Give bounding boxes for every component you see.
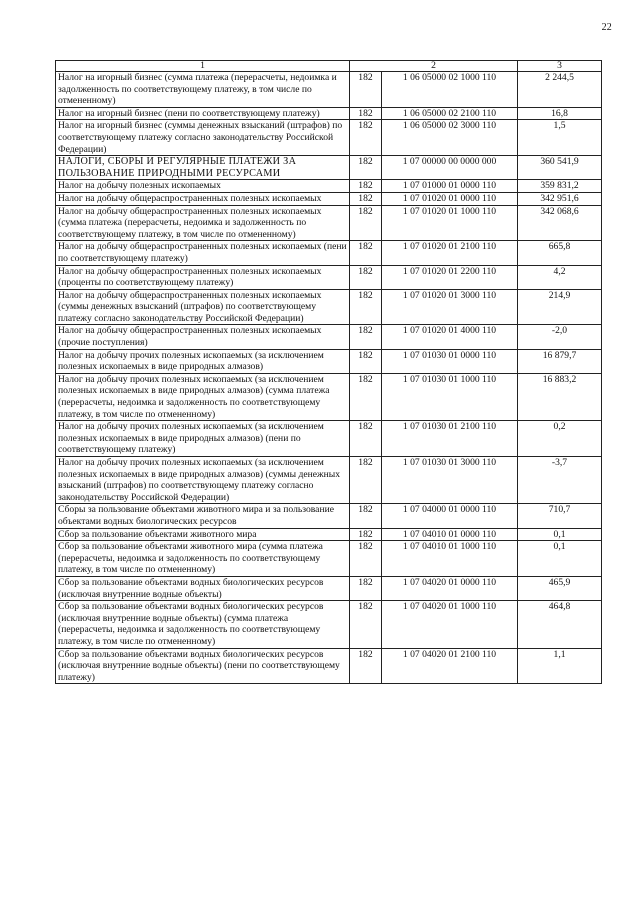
table-row xyxy=(56,601,602,648)
table-row xyxy=(56,648,602,684)
row-budget-code: 1 07 01020 01 2200 110 xyxy=(382,265,518,289)
header-col-name: 1 xyxy=(56,61,350,72)
row-amount: -2,0 xyxy=(518,325,602,349)
row-budget-code: 1 06 05000 02 1000 110 xyxy=(382,72,518,108)
row-admin-code: 182 xyxy=(350,325,382,349)
row-amount: 360 541,9 xyxy=(518,156,602,180)
row-admin-code: 182 xyxy=(350,457,382,504)
row-admin-code: 182 xyxy=(350,576,382,600)
row-admin-code: 182 xyxy=(350,180,382,193)
table-row xyxy=(56,265,602,289)
row-name: Налог на игорный бизнес (пени по соответствующему платежу) xyxy=(56,107,350,120)
row-amount: 4,2 xyxy=(518,265,602,289)
row-name: Налог на добычу прочих полезных ископаемых (за исключением полезных ископаемых в виде природных алмазов) xyxy=(56,349,350,373)
table-row xyxy=(56,156,602,180)
row-budget-code: 1 07 01030 01 3000 110 xyxy=(382,457,518,504)
table-row xyxy=(56,504,602,528)
row-name: Сбор за пользование объектами водных биологических ресурсов (исключая внутренние водные объекты) xyxy=(56,576,350,600)
row-admin-code: 182 xyxy=(350,528,382,541)
table-row xyxy=(56,289,602,325)
row-admin-code: 182 xyxy=(350,107,382,120)
row-admin-code: 182 xyxy=(350,504,382,528)
row-amount: 214,9 xyxy=(518,289,602,325)
table-row xyxy=(56,576,602,600)
row-budget-code: 1 07 04010 01 1000 110 xyxy=(382,541,518,577)
row-amount: 16 883,2 xyxy=(518,373,602,420)
row-admin-code: 182 xyxy=(350,601,382,648)
table-row xyxy=(56,349,602,373)
row-name: Налог на добычу прочих полезных ископаемых (за исключением полезных ископаемых в виде природных алмазов) (сумма платежа (перерасчеты, недоимка и задолженность по соответствующему платежу, в том числе по отмененному) xyxy=(56,373,350,420)
table-row xyxy=(56,421,602,457)
table-row xyxy=(56,541,602,577)
row-name: Налог на добычу прочих полезных ископаемых (за исключением полезных ископаемых в виде природных алмазов) (суммы денежных взысканий (штрафов) по соответствующему платежу согласно законодательству Российской Федерации) xyxy=(56,457,350,504)
row-budget-code: 1 06 05000 02 2100 110 xyxy=(382,107,518,120)
row-admin-code: 182 xyxy=(350,289,382,325)
row-admin-code: 182 xyxy=(350,648,382,684)
row-amount: 342 951,6 xyxy=(518,192,602,205)
row-amount: 665,8 xyxy=(518,241,602,265)
row-amount: 0,1 xyxy=(518,528,602,541)
table-row xyxy=(56,180,602,193)
table-row xyxy=(56,192,602,205)
row-name: Налог на добычу общераспространенных полезных ископаемых (прочие поступления) xyxy=(56,325,350,349)
row-budget-code: 1 07 00000 00 0000 000 xyxy=(382,156,518,180)
row-amount: 464,8 xyxy=(518,601,602,648)
row-admin-code: 182 xyxy=(350,120,382,156)
row-name: Налог на добычу прочих полезных ископаемых (за исключением полезных ископаемых в виде природных алмазов) (пени по соответствующему платежу) xyxy=(56,421,350,457)
table-row xyxy=(56,325,602,349)
table-row xyxy=(56,528,602,541)
row-amount: 1,1 xyxy=(518,648,602,684)
row-name: Налог на добычу общераспространенных полезных ископаемых (сумма платежа (перерасчеты, недоимка и задолженность по соответствующему платежу, в том числе по отмененному) xyxy=(56,205,350,241)
row-name: Сбор за пользование объектами животного мира (сумма платежа (перерасчеты, недоимка и задолженность по соответствующему платежу, в том числе по отмененному) xyxy=(56,541,350,577)
row-budget-code: 1 07 04010 01 0000 110 xyxy=(382,528,518,541)
row-name: НАЛОГИ, СБОРЫ И РЕГУЛЯРНЫЕ ПЛАТЕЖИ ЗА ПОЛЬЗОВАНИЕ ПРИРОДНЫМИ РЕСУРСАМИ xyxy=(56,156,350,180)
table-row xyxy=(56,72,602,108)
table-row xyxy=(56,457,602,504)
table-row xyxy=(56,107,602,120)
row-budget-code: 1 07 01020 01 3000 110 xyxy=(382,289,518,325)
row-name: Налог на добычу общераспространенных полезных ископаемых (проценты по соответствующему платежу) xyxy=(56,265,350,289)
row-admin-code: 182 xyxy=(350,72,382,108)
row-amount: 0,1 xyxy=(518,541,602,577)
table-row xyxy=(56,241,602,265)
table-row xyxy=(56,120,602,156)
revenue-table xyxy=(55,60,602,684)
table-row xyxy=(56,373,602,420)
row-admin-code: 182 xyxy=(350,156,382,180)
row-amount: 0,2 xyxy=(518,421,602,457)
row-admin-code: 182 xyxy=(350,349,382,373)
row-name: Налог на добычу полезных ископаемых xyxy=(56,180,350,193)
row-name: Налог на добычу общераспространенных полезных ископаемых xyxy=(56,192,350,205)
row-name: Налог на добычу общераспространенных полезных ископаемых (суммы денежных взысканий (штрафов) по соответствующему платежу согласно законодательству Российской Федерации) xyxy=(56,289,350,325)
row-name: Сбор за пользование объектами водных биологических ресурсов (исключая внутренние водные объекты) (пени по соответствующему платежу) xyxy=(56,648,350,684)
row-budget-code: 1 07 01020 01 0000 110 xyxy=(382,192,518,205)
row-amount: 359 831,2 xyxy=(518,180,602,193)
row-amount: 16 879,7 xyxy=(518,349,602,373)
row-name: Налог на игорный бизнес (сумма платежа (перерасчеты, недоимка и задолженность по соответствующему платежу, в том числе по отмененному) xyxy=(56,72,350,108)
row-amount: 710,7 xyxy=(518,504,602,528)
row-name: Налог на игорный бизнес (суммы денежных взысканий (штрафов) по соответствующему платежу согласно законодательству Российской Федерации) xyxy=(56,120,350,156)
row-amount: 465,9 xyxy=(518,576,602,600)
row-name: Сбор за пользование объектами водных биологических ресурсов (исключая внутренние водные объекты) (сумма платежа (перерасчеты, недоимка и задолженность по соответствующему платежу, в том числе по отмененному) xyxy=(56,601,350,648)
row-admin-code: 182 xyxy=(350,241,382,265)
row-admin-code: 182 xyxy=(350,192,382,205)
table-header-row xyxy=(56,61,602,72)
row-admin-code: 182 xyxy=(350,541,382,577)
row-amount: 16,8 xyxy=(518,107,602,120)
row-admin-code: 182 xyxy=(350,205,382,241)
row-amount: -3,7 xyxy=(518,457,602,504)
table-row xyxy=(56,205,602,241)
row-admin-code: 182 xyxy=(350,421,382,457)
header-col-code: 2 xyxy=(350,61,518,72)
row-budget-code: 1 07 04020 01 2100 110 xyxy=(382,648,518,684)
row-budget-code: 1 07 01000 01 0000 110 xyxy=(382,180,518,193)
row-budget-code: 1 07 01030 01 2100 110 xyxy=(382,421,518,457)
row-name: Сбор за пользование объектами животного мира xyxy=(56,528,350,541)
row-name: Сборы за пользование объектами животного мира и за пользование объектами водных биологических ресурсов xyxy=(56,504,350,528)
row-budget-code: 1 07 01030 01 1000 110 xyxy=(382,373,518,420)
row-budget-code: 1 07 01020 01 4000 110 xyxy=(382,325,518,349)
page-number: 22 xyxy=(601,22,612,33)
row-budget-code: 1 07 04000 01 0000 110 xyxy=(382,504,518,528)
row-admin-code: 182 xyxy=(350,265,382,289)
row-amount: 1,5 xyxy=(518,120,602,156)
row-budget-code: 1 06 05000 02 3000 110 xyxy=(382,120,518,156)
row-amount: 342 068,6 xyxy=(518,205,602,241)
row-budget-code: 1 07 04020 01 1000 110 xyxy=(382,601,518,648)
header-col-sum: 3 xyxy=(518,61,602,72)
row-amount: 2 244,5 xyxy=(518,72,602,108)
row-budget-code: 1 07 01020 01 1000 110 xyxy=(382,205,518,241)
row-name: Налог на добычу общераспространенных полезных ископаемых (пени по соответствующему платежу) xyxy=(56,241,350,265)
row-budget-code: 1 07 04020 01 0000 110 xyxy=(382,576,518,600)
row-budget-code: 1 07 01030 01 0000 110 xyxy=(382,349,518,373)
row-admin-code: 182 xyxy=(350,373,382,420)
row-budget-code: 1 07 01020 01 2100 110 xyxy=(382,241,518,265)
